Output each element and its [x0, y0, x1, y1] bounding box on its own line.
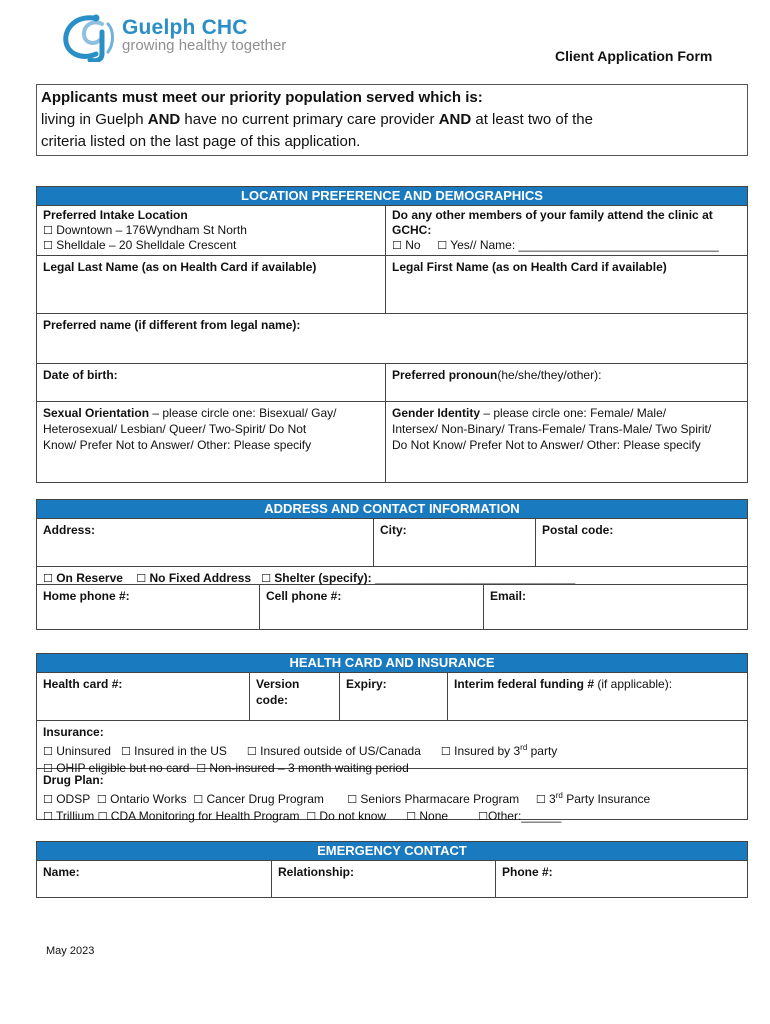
pronoun-options: (he/she/they/other):	[497, 368, 602, 382]
sexual-orientation-field[interactable]	[37, 402, 385, 482]
housing-options	[37, 567, 747, 585]
checkbox-icon[interactable]: ☐	[193, 793, 204, 806]
option-label: OHIP eligible but no card	[56, 761, 190, 775]
address-row	[37, 519, 747, 567]
legal-first-name-field[interactable]: Legal First Name (as on Health Card if available)	[385, 256, 747, 313]
intake-row	[37, 206, 747, 256]
family-yes-label[interactable]: Yes// Name: ______________________________	[450, 238, 719, 252]
interim-label: Interim federal funding #	[454, 677, 595, 691]
option-label: party	[527, 744, 558, 758]
health-insurance-section	[36, 653, 748, 823]
emergency-contact-section	[36, 841, 748, 898]
checkbox-icon[interactable]: ☐	[43, 745, 53, 758]
gender-identity-field[interactable]	[385, 402, 747, 482]
checkbox-icon[interactable]: ☐	[97, 810, 108, 823]
postal-code-field[interactable]: Postal code:	[535, 519, 747, 566]
form-title: Client Application Form	[555, 48, 713, 64]
drug-plan-row	[37, 769, 747, 823]
option-label: Insured by 3	[454, 744, 521, 758]
contact-row	[37, 567, 747, 629]
intake-option-downtown[interactable]	[43, 223, 379, 238]
health-card-field[interactable]: Health card #:	[43, 677, 123, 691]
preferred-name-field[interactable]: Preferred name (if different from legal name):	[43, 318, 301, 332]
intake-label: Preferred Intake Location	[43, 208, 188, 222]
email-field[interactable]: Email:	[483, 585, 747, 629]
checkbox-icon[interactable]: ☐	[43, 224, 53, 237]
drug-plan-options	[37, 769, 747, 823]
shelter-label[interactable]: Shelter (specify): ______________________________	[274, 571, 576, 585]
city-field[interactable]: City:	[373, 519, 535, 566]
interim-note: (if applicable):	[594, 677, 673, 691]
intake-cell	[37, 206, 385, 255]
preferred-name-row	[37, 314, 747, 364]
legal-name-row	[37, 256, 747, 314]
checkbox-icon[interactable]: ☐	[437, 239, 448, 252]
checkbox-icon[interactable]: ☐	[43, 793, 53, 806]
notice-and: AND	[147, 111, 181, 128]
checkbox-icon[interactable]: ☐	[120, 745, 131, 758]
option-label: 3	[549, 792, 556, 806]
footer-date: May 2023	[46, 945, 95, 957]
superscript: rd	[555, 791, 563, 800]
option-label: Ontario Works	[110, 792, 187, 806]
option-label: Downtown – 176Wyndham St North	[56, 223, 247, 237]
option-label: ODSP	[56, 792, 91, 806]
emergency-name-field[interactable]: Name:	[43, 865, 80, 879]
orientation-options: – please circle one: Bisexual/ Gay/	[149, 406, 337, 420]
date-of-birth-field[interactable]: Date of birth:	[43, 368, 118, 382]
option-label: Cancer Drug Program	[206, 792, 324, 806]
option-label: None	[419, 809, 449, 823]
orientation-label: Sexual Orientation	[43, 406, 150, 420]
location-demographics-section	[36, 186, 748, 483]
gender-options: – please circle one: Female/ Male/	[480, 406, 667, 420]
checkbox-icon[interactable]: ☐	[306, 810, 317, 823]
notice-text: criteria listed on the last page of this application.	[41, 133, 361, 150]
eligibility-notice	[36, 84, 748, 156]
no-fixed-address-label: No Fixed Address	[149, 571, 252, 585]
orientation-options: Know/ Prefer Not to Answer/ Other: Please specify	[43, 438, 312, 452]
org-tagline: growing healthy together	[122, 37, 287, 54]
option-label: Seniors Pharmacare Program	[360, 792, 520, 806]
checkbox-icon[interactable]: ☐	[261, 572, 271, 585]
option-label: Uninsured	[56, 744, 111, 758]
cell-phone-field[interactable]: Cell phone #:	[259, 585, 483, 629]
checkbox-icon[interactable]: ☐	[43, 572, 53, 585]
notice-text: at least two of the	[471, 111, 593, 128]
notice-text: have no current primary care provider	[180, 111, 439, 128]
checkbox-icon[interactable]: ☐	[136, 572, 147, 585]
insurance-row	[37, 721, 747, 775]
section-heading: LOCATION PREFERENCE AND DEMOGRAPHICS	[37, 187, 747, 206]
version-label-2: code:	[256, 693, 289, 707]
family-label-2: GCHC:	[392, 223, 432, 237]
checkbox-icon[interactable]: ☐	[43, 810, 53, 823]
on-reserve-label: On Reserve	[56, 571, 123, 585]
address-field[interactable]: Address:	[43, 523, 96, 537]
insurance-options	[37, 721, 747, 775]
drug-plan-label: Drug Plan:	[43, 773, 104, 787]
gender-options: Intersex/ Non-Binary/ Trans-Female/ Trans-Male/ Two Spirit/	[392, 422, 712, 436]
pronoun-label: Preferred pronoun	[392, 368, 498, 382]
emergency-phone-field[interactable]: Phone #:	[495, 861, 747, 897]
checkbox-icon[interactable]: ☐	[43, 762, 53, 775]
dob-pronoun-row	[37, 364, 747, 402]
option-label: Do not know	[319, 809, 387, 823]
family-cell	[385, 206, 747, 255]
checkbox-icon[interactable]: ☐	[347, 793, 358, 806]
insurance-label: Insurance:	[43, 725, 104, 739]
section-heading: HEALTH CARD AND INSURANCE	[37, 654, 747, 673]
notice-and: AND	[438, 111, 472, 128]
notice-heading: Applicants must meet our priority population served which is:	[41, 89, 483, 106]
option-label: Party Insurance	[562, 792, 651, 806]
gender-options: Do Not Know/ Prefer Not to Answer/ Other: Please specify	[392, 438, 701, 452]
option-label: Shelldale – 20 Shelldale Crescent	[56, 238, 237, 252]
checkbox-icon[interactable]: ☐	[96, 793, 107, 806]
checkbox-icon[interactable]: ☐	[406, 810, 417, 823]
checkbox-icon[interactable]: ☐	[440, 745, 451, 758]
family-label: Do any other members of your family attend the clinic at	[392, 208, 713, 222]
option-label: CDA Monitoring for Health Program	[110, 809, 300, 823]
other-drug-plan-field[interactable]: Other:______	[487, 809, 562, 823]
relationship-field[interactable]: Relationship:	[271, 861, 495, 897]
family-no-label: No	[405, 238, 421, 252]
version-label: Version	[256, 677, 300, 691]
org-name: Guelph CHC	[122, 16, 248, 39]
orientation-options: Heterosexual/ Lesbian/ Queer/ Two-Spirit/ Do Not	[43, 422, 307, 436]
section-heading: EMERGENCY CONTACT	[37, 842, 747, 861]
checkbox-icon[interactable]: ☐	[246, 745, 257, 758]
superscript: rd	[520, 743, 528, 752]
checkbox-icon[interactable]: ☐	[43, 239, 53, 252]
emergency-row	[37, 861, 747, 897]
pronoun-field[interactable]	[385, 364, 747, 401]
health-card-row	[37, 673, 747, 721]
section-heading: ADDRESS AND CONTACT INFORMATION	[37, 500, 747, 519]
home-phone-field[interactable]: Home phone #:	[43, 589, 130, 603]
legal-last-name-field[interactable]: Legal Last Name (as on Health Card if available)	[43, 260, 317, 274]
notice-text: living in Guelph	[41, 111, 148, 128]
checkbox-icon[interactable]: ☐	[196, 762, 206, 775]
version-code-field[interactable]	[249, 673, 339, 720]
checkbox-icon[interactable]: ☐	[535, 793, 546, 806]
gender-label: Gender Identity	[392, 406, 481, 420]
option-label: Insured in the US	[134, 744, 227, 758]
interim-funding-field[interactable]	[447, 673, 747, 720]
orientation-gender-row	[37, 402, 747, 482]
expiry-field[interactable]: Expiry:	[339, 673, 447, 720]
option-label: Non-insured – 3 month waiting period	[209, 761, 409, 775]
checkbox-icon[interactable]: ☐	[478, 810, 488, 823]
address-contact-section	[36, 499, 748, 630]
intake-option-shelldale[interactable]	[43, 238, 379, 253]
option-label: Insured outside of US/Canada	[260, 744, 421, 758]
option-label: Trillium	[56, 809, 95, 823]
checkbox-icon[interactable]: ☐	[392, 239, 402, 252]
